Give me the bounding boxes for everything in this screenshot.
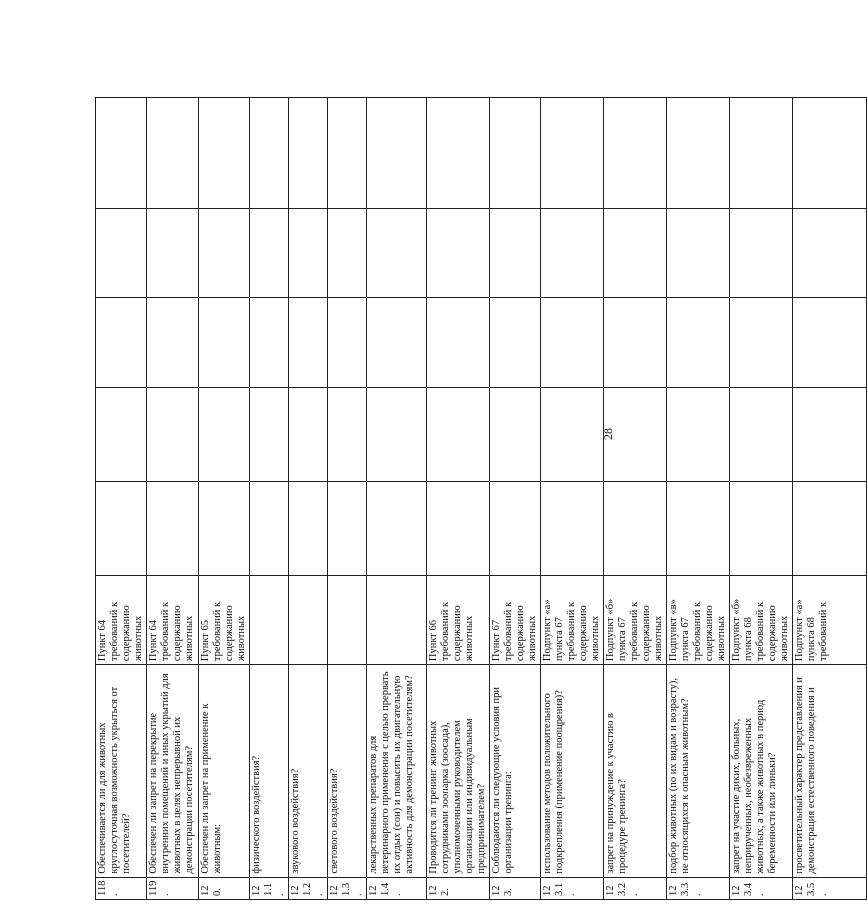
- empty-cell: [730, 481, 793, 575]
- empty-cell: [730, 98, 793, 209]
- row-number: 121.4.: [367, 877, 427, 899]
- row-number: 121.2.: [289, 877, 328, 899]
- empty-cell: [427, 98, 490, 209]
- empty-cell: [96, 387, 147, 481]
- table-row: [604, 98, 667, 900]
- table-row: [328, 98, 367, 900]
- table-row: [289, 98, 328, 900]
- checklist-table: [95, 97, 867, 900]
- empty-cell: [793, 387, 867, 481]
- row-number: 123.4.: [730, 877, 793, 899]
- empty-cell: [96, 481, 147, 575]
- reference-cell: Пункт 67 требований к содержанию животных: [490, 575, 541, 664]
- empty-cell: [490, 481, 541, 575]
- row-number: 123.2.: [604, 877, 667, 899]
- reference-cell: [328, 575, 367, 664]
- reference-cell: Подпункт «а» пункта 67 требований к содержанию животных: [541, 575, 604, 664]
- empty-cell: [730, 387, 793, 481]
- table-row: [490, 98, 541, 900]
- empty-cell: [730, 208, 793, 297]
- empty-cell: [541, 98, 604, 209]
- empty-cell: [427, 298, 490, 387]
- question-cell: использование методов положительного подкрепления (применение поощрения)?: [541, 665, 604, 878]
- page-number: 28: [601, 428, 615, 440]
- empty-cell: [490, 98, 541, 209]
- question-cell: лекарственных препаратов для ветеринарного применения с целью прервать их отдых (сон) и повысить их двигательную активность для демонстрации посетителям?: [367, 665, 427, 878]
- empty-cell: [250, 481, 289, 575]
- question-cell: Проводится ли тренинг животных сотрудниками зоопарка (зоосада), уполномоченными руководителем организации или индивидуальным предпринимателем?: [427, 665, 490, 878]
- empty-cell: [328, 208, 367, 297]
- table-row: [667, 98, 730, 900]
- empty-cell: [730, 298, 793, 387]
- empty-cell: [328, 298, 367, 387]
- empty-cell: [541, 387, 604, 481]
- row-number: 119.: [147, 877, 199, 899]
- empty-cell: [667, 387, 730, 481]
- question-cell: Соблюдаются ли следующие условия при организации тренинга:: [490, 665, 541, 878]
- empty-cell: [199, 98, 250, 209]
- empty-cell: [147, 208, 199, 297]
- empty-cell: [541, 481, 604, 575]
- empty-cell: [793, 481, 867, 575]
- empty-cell: [147, 298, 199, 387]
- empty-cell: [793, 98, 867, 209]
- question-cell: светового воздействия?: [328, 665, 367, 878]
- empty-cell: [367, 98, 427, 209]
- empty-cell: [427, 387, 490, 481]
- table-row: [427, 98, 490, 900]
- empty-cell: [367, 387, 427, 481]
- row-number: 122.: [427, 877, 490, 899]
- empty-cell: [793, 208, 867, 297]
- empty-cell: [328, 98, 367, 209]
- row-number: 118.: [96, 877, 147, 899]
- reference-cell: [289, 575, 328, 664]
- empty-cell: [147, 481, 199, 575]
- reference-cell: Подпункт «а» пункта 68 требований к: [793, 575, 867, 664]
- empty-cell: [541, 298, 604, 387]
- table-row: [96, 98, 147, 900]
- row-number: 123.: [490, 877, 541, 899]
- question-cell: подбор животных (по их видам и возрасту), не относящихся к опасным животным?: [667, 665, 730, 878]
- empty-cell: [199, 298, 250, 387]
- reference-cell: Пункт 66 требований к содержанию животных: [427, 575, 490, 664]
- empty-cell: [289, 481, 328, 575]
- question-cell: Обеспечивается ли для животных круглосуточная возможность укрыться от посетителей?: [96, 665, 147, 878]
- empty-cell: [96, 98, 147, 209]
- empty-cell: [289, 98, 328, 209]
- empty-cell: [199, 208, 250, 297]
- table-row: [147, 98, 199, 900]
- reference-cell: Подпункт «б» пункта 67 требований к содержанию животных: [604, 575, 667, 664]
- row-number: 121.1.: [250, 877, 289, 899]
- table-row: [730, 98, 793, 900]
- empty-cell: [667, 481, 730, 575]
- empty-cell: [250, 98, 289, 209]
- empty-cell: [199, 481, 250, 575]
- empty-cell: [604, 98, 667, 209]
- table-row: [367, 98, 427, 900]
- empty-cell: [96, 298, 147, 387]
- empty-cell: [367, 298, 427, 387]
- empty-cell: [793, 298, 867, 387]
- question-cell: запрет на принуждение к участию в процедуре тренинга?: [604, 665, 667, 878]
- empty-cell: [667, 98, 730, 209]
- reference-cell: Пункт 64 требований к содержанию животных: [96, 575, 147, 664]
- table-row: [793, 98, 867, 900]
- question-cell: просветительный характер представления и демонстрация естественного поведения и: [793, 665, 867, 878]
- empty-cell: [490, 298, 541, 387]
- empty-cell: [667, 298, 730, 387]
- question-cell: Обеспечен ли запрет на перекрытие внутренних помещений и иных укрытий для животных в целях непрерывной их демонстрации посетителям?: [147, 665, 199, 878]
- empty-cell: [604, 387, 667, 481]
- question-cell: физического воздействия?: [250, 665, 289, 878]
- row-number: 121.3.: [328, 877, 367, 899]
- table-row: [250, 98, 289, 900]
- rotated-table-container: [95, 97, 829, 900]
- empty-cell: [604, 208, 667, 297]
- empty-cell: [199, 387, 250, 481]
- table-row: [199, 98, 250, 900]
- empty-cell: [250, 208, 289, 297]
- empty-cell: [289, 387, 328, 481]
- empty-cell: [604, 481, 667, 575]
- empty-cell: [147, 387, 199, 481]
- reference-cell: Пункт 64 требований к содержанию животных: [147, 575, 199, 664]
- empty-cell: [147, 98, 199, 209]
- empty-cell: [289, 298, 328, 387]
- row-number: 120.: [199, 877, 250, 899]
- reference-cell: [367, 575, 427, 664]
- empty-cell: [250, 298, 289, 387]
- empty-cell: [367, 208, 427, 297]
- empty-cell: [427, 208, 490, 297]
- empty-cell: [96, 208, 147, 297]
- empty-cell: [427, 481, 490, 575]
- empty-cell: [250, 387, 289, 481]
- question-cell: звукового воздействия?: [289, 665, 328, 878]
- empty-cell: [541, 208, 604, 297]
- empty-cell: [667, 208, 730, 297]
- empty-cell: [490, 387, 541, 481]
- reference-cell: [250, 575, 289, 664]
- table-row: [541, 98, 604, 900]
- empty-cell: [604, 298, 667, 387]
- reference-cell: Пункт 65 требований к содержанию животных: [199, 575, 250, 664]
- reference-cell: Подпункт «в» пункта 67 требований к содержанию животных: [667, 575, 730, 664]
- question-cell: запрет на участие диких, больных, неприрученных, необезвреженных животных, а также животных в период беременности или линьки?: [730, 665, 793, 878]
- empty-cell: [367, 481, 427, 575]
- empty-cell: [328, 481, 367, 575]
- row-number: 123.5.: [793, 877, 867, 899]
- row-number: 123.1.: [541, 877, 604, 899]
- empty-cell: [490, 208, 541, 297]
- empty-cell: [289, 208, 328, 297]
- reference-cell: Подпункт «б» пункта 68 требований к содержанию животных: [730, 575, 793, 664]
- empty-cell: [328, 387, 367, 481]
- row-number: 123.3.: [667, 877, 730, 899]
- question-cell: Обеспечен ли запрет на применение к животным:: [199, 665, 250, 878]
